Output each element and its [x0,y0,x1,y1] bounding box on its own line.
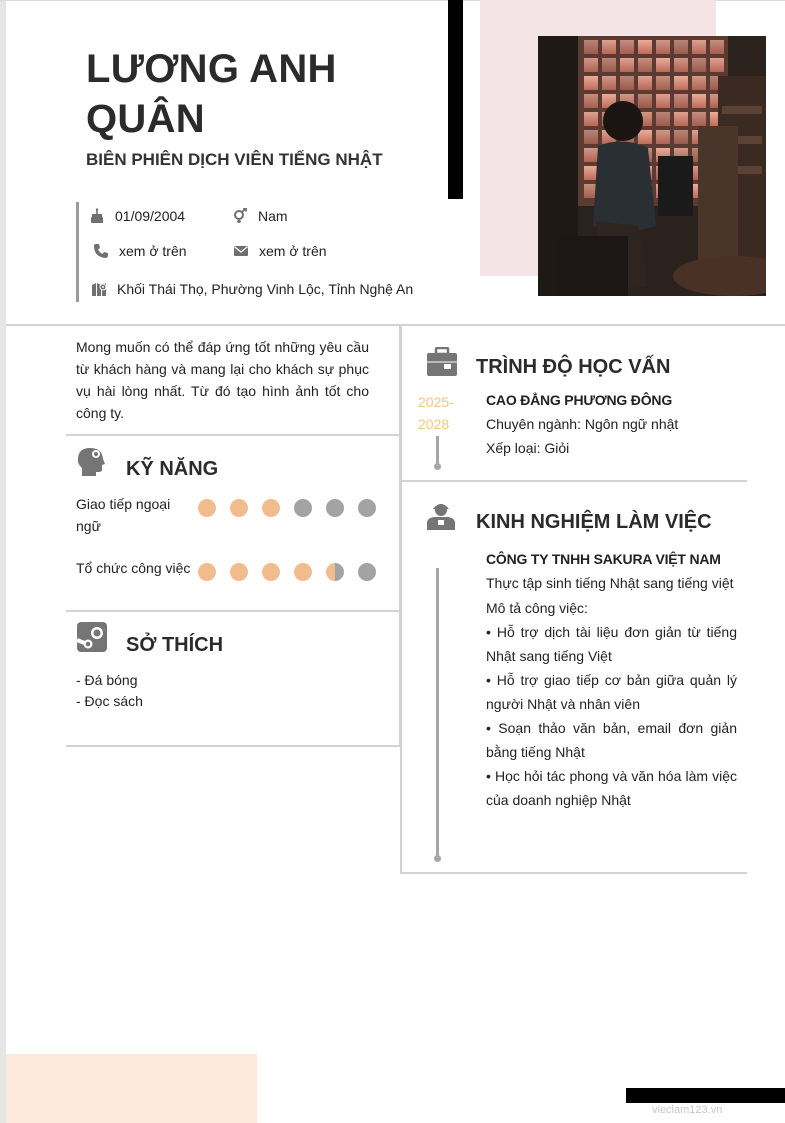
photo-tile [710,40,724,54]
photo-tile [656,130,670,144]
photo-tile [638,40,652,54]
photo-tile [584,112,598,126]
objective-divider [66,434,400,436]
skill-dot [198,563,216,581]
photo-tile [620,76,634,90]
profile-photo-illustration [538,36,766,296]
contact-gender [232,208,288,224]
photo-tile [674,130,688,144]
education-school: CAO ĐẲNG PHƯƠNG ĐÔNG [486,392,673,408]
photo-tile [584,130,598,144]
skill-dot [198,499,216,517]
photo-tile [584,76,598,90]
email-icon [233,243,249,259]
experience-timeline [436,568,439,857]
hobbies-list [76,670,143,712]
career-objective: Mong muốn có thể đáp ứng tốt những yêu cầu từ khách hàng và mang lại cho khách sự phục vụ hài lòng nhất. Từ đó tạo hình ảnh tốt cho công ty. [76,339,369,421]
hobby-item: - Đọc sách [76,693,143,709]
photo-tile [674,58,688,72]
skill-dot [230,499,248,517]
profile-photo [538,36,766,296]
contact-info-box [76,202,446,302]
hobby-item: - Đá bóng [76,672,138,688]
skill-rating [198,563,376,581]
skill-dot [230,563,248,581]
photo-tile [674,94,688,108]
birthday-value: 01/09/2004 [115,208,186,224]
photo-tile [638,94,652,108]
experience-bullet: • Hỗ trợ giao tiếp cơ bản giữa quản lý người Nhật và nhân viên [486,672,737,712]
photo-tile [584,40,598,54]
experience-bullet: • Học hỏi tác phong và văn hóa làm việc của doanh nghiệp Nhật [486,768,737,808]
address-value: Khối Thái Thọ, Phường Vinh Lộc, Tỉnh Nghệ An [117,281,414,297]
education-grade: Xếp loại: Giỏi [486,440,570,456]
skill-dot [294,499,312,517]
photo-tile [692,76,706,90]
experience-bullet: • Soạn thảo văn bản, email đơn giản bằng tiếng Nhật [486,720,737,760]
photo-tile [584,166,598,180]
photo-tile [638,130,652,144]
experience-divider [401,872,747,874]
photo-tile [692,112,706,126]
phone-value: xem ở trên [119,243,187,259]
column-divider-right [400,326,402,874]
skill-label: Giao tiếp ngoại ngữ [76,496,171,534]
photo-tile [620,40,634,54]
contact-birthday [89,208,185,224]
skill-dot [326,563,344,581]
photo-tile [638,58,652,72]
skills-divider [66,610,400,612]
contact-email [233,243,327,259]
education-divider [401,480,747,482]
experience-timeline-dot [434,855,441,862]
skill-rating [198,499,376,517]
decor-black-footer-bar [626,1088,785,1103]
skills-title: KỸ NĂNG [126,458,219,480]
experience-role: Thực tập sinh tiếng Nhật sang tiếng việt [486,575,734,591]
photo-tile [692,40,706,54]
photo-tile [692,58,706,72]
photo-tile [584,94,598,108]
experience-entry [486,547,737,812]
photo-tile [602,58,616,72]
candidate-name: LƯƠNG ANH QUÂN [86,47,337,141]
education-year-end: 2028 [418,416,450,432]
decor-peach-block [6,1054,257,1123]
skill-dot [358,563,376,581]
experience-bullet: • Hỗ trợ dịch tài liệu đơn giản từ tiếng Nhật sang tiếng Việt [486,624,737,664]
map-pin-icon [91,281,107,297]
education-year-start: 2025- [418,394,454,410]
photo-tile [710,58,724,72]
skill-dot [358,499,376,517]
photo-tile [692,94,706,108]
photo-tile [602,40,616,54]
photo-tile [674,40,688,54]
contact-phone [93,243,187,259]
photo-tile [584,148,598,162]
education-title: TRÌNH ĐỘ HỌC VẤN [476,356,671,378]
contact-address [91,281,413,297]
photo-tile [656,94,670,108]
worker-icon [425,501,457,531]
steam-icon [76,622,108,652]
decor-black-bar [448,0,463,199]
skill-dot [262,563,280,581]
gender-value: Nam [258,208,288,224]
briefcase-icon [426,347,458,377]
skill-dot [262,499,280,517]
hobbies-title: SỞ THÍCH [126,634,224,656]
experience-title: KINH NGHIỆM LÀM VIỆC [476,511,712,533]
skill-dot [294,563,312,581]
education-timeline-dot [434,463,441,470]
experience-company: CÔNG TY TNHH SAKURA VIỆT NAM [486,551,721,567]
watermark-text: vieclam123.vn [652,1104,723,1116]
photo-tile [638,76,652,90]
candidate-job-title: BIÊN PHIÊN DỊCH VIÊN TIẾNG NHẬT [86,150,383,169]
photo-tile [602,76,616,90]
photo-tile [584,58,598,72]
skill-label: Tổ chức công việc [76,560,191,576]
gender-icon [232,208,248,224]
education-years [418,391,454,435]
photo-tile [620,58,634,72]
hobbies-divider [66,745,400,747]
photo-tile [656,112,670,126]
birthday-cake-icon [89,208,105,224]
header-divider [6,324,785,326]
experience-desc-label: Mô tả công việc: [486,600,588,616]
photo-tile [656,76,670,90]
phone-icon [93,243,109,259]
education-timeline [436,436,439,465]
photo-tile [674,76,688,90]
skill-dot [326,499,344,517]
email-value: xem ở trên [259,243,327,259]
education-major: Chuyên ngành: Ngôn ngữ nhật [486,416,679,432]
photo-tile [656,40,670,54]
head-gear-icon [76,446,108,476]
page-left-border [0,0,6,1123]
photo-tile [656,58,670,72]
photo-tile [674,112,688,126]
